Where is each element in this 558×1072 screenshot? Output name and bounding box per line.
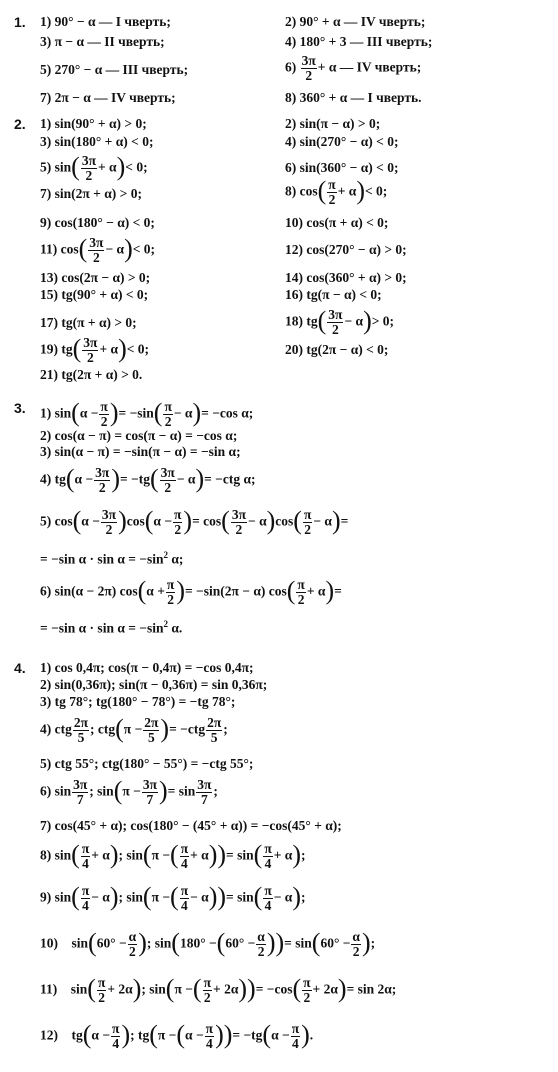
s2-item-7: 7) sin(2π + α) > 0; [40, 186, 142, 201]
s2-item-13: 13) cos(2π − α) > 0; [40, 270, 151, 285]
s2-item-6: 6) sin(360° − α) < 0; [285, 160, 399, 175]
s3-line-5: 5) cos(α − $\frac{3\pi}{2}$ )cos(α − $\frac{\pi}{2}$ )= cos( $\frac{3\pi}{2}$ − α)cos( $\frac{\pi}{2}$ − α)= [40, 505, 349, 537]
s2-item-17: 17) tg(π + α) > 0; [40, 315, 137, 330]
s2-item-8: 8) cos( $\frac{\pi}{2}$ + α)< 0; [285, 175, 388, 207]
s4-line-2: 2) sin(0,36π); sin(π − 0,36π) = sin 0,36π; [40, 677, 268, 692]
s4-line-4: 4) ctg $\frac{2\pi}{5}$ ; ctg(π − $\frac{2\pi}{5}$ )= −ctg $\frac{2\pi}{5}$ ; [40, 713, 228, 745]
s4-line-1: 1) cos 0,4π; cos(π − 0,4π) = −cos 0,4π; [40, 660, 254, 675]
s3-line-4: 4) tg(α − $\frac{3\pi}{2}$ )= −tg( $\frac{3\pi}{2}$ − α)= −ctg α; [40, 463, 256, 495]
s4-line-8: 8) sin( $\frac{\pi}{4}$ + α); sin(π −( $\frac{\pi}{4}$ + α))= sin( $\frac{\pi}{4}$ + α); [40, 839, 306, 871]
s2-item-18: 18) tg( $\frac{3\pi}{2}$ − α)> 0; [285, 305, 395, 337]
s2-item-20: 20) tg(2π − α) < 0; [285, 342, 389, 357]
s2-item-1: 1) sin(90° + α) > 0; [40, 116, 147, 131]
s3-line-3: 3) sin(α − π) = −sin(π − α) = −sin α; [40, 444, 241, 459]
section-1-number: 1. [14, 14, 26, 30]
s2-item-12: 12) cos(270° − α) > 0; [285, 242, 407, 257]
s2-item-11: 11) cos( $\frac{3\pi}{2}$ − α)< 0; [40, 233, 156, 265]
s4-line-6: 6) sin $\frac{3\pi}{7}$ ; sin(π − $\frac{3\pi}{7}$ )= sin $\frac{3\pi}{7}$ ; [40, 775, 218, 807]
section-4-number: 4. [14, 660, 26, 676]
s4-line-10: 10) sin(60° − $\frac{\alpha}{2}$ ); sin(180° −(60° − $\frac{\alpha}{2}$ ))= sin(60° − $\frac{\alpha}{2}$ ); [40, 927, 376, 959]
s2-item-15: 15) tg(90° + α) < 0; [40, 287, 149, 302]
s2-item-9: 9) cos(180° − α) < 0; [40, 215, 155, 230]
s2-item-21: 21) tg(2π + α) > 0. [40, 367, 143, 382]
s4-line-5: 5) ctg 55°; ctg(180° − 55°) = −ctg 55°; [40, 756, 254, 771]
s1-item-3: 3) π − α — II чверть; [40, 34, 165, 49]
s4-line-12: 12) tg(α − $\frac{\pi}{4}$ ); tg(π −(α − $\frac{\pi}{4}$ ))= −tg(α − $\frac{\pi}{4}$ ). [40, 1019, 314, 1051]
s2-item-14: 14) cos(360° + α) > 0; [285, 270, 407, 285]
s3-line-6: = −sin $\alpha \cdot \sin \alpha = -\sin^2$ α; [40, 550, 184, 567]
s1-item-6: 6) $\frac{3\pi}{2}$ + α — IV чверть; [285, 53, 422, 83]
s3-line-7: 6) sin(α − 2π) cos(α + $\frac{\pi}{2}$ )= −sin(2π − α) cos( $\frac{\pi}{2}$ + α)= [40, 575, 342, 607]
s4-line-3: 3) tg 78°; tg(180° − 78°) = −tg 78°; [40, 694, 236, 709]
s2-item-19: 19) tg( $\frac{3\pi}{2}$ + α)< 0; [40, 333, 150, 365]
s1-item-5: 5) 270° − α — III чверть; [40, 62, 189, 77]
s2-item-4: 4) sin(270° − α) < 0; [285, 134, 399, 149]
s2-item-3: 3) sin(180° + α) < 0; [40, 134, 154, 149]
s4-line-9: 9) sin( $\frac{\pi}{4}$ − α); sin(π −( $\frac{\pi}{4}$ − α))= sin( $\frac{\pi}{4}$ − α); [40, 881, 306, 913]
s2-item-10: 10) cos(π + α) < 0; [285, 215, 389, 230]
s1-item-1: 1) 90° − α — I чверть; [40, 14, 171, 29]
s2-item-2: 2) sin(π − α) > 0; [285, 116, 381, 131]
s2-item-16: 16) tg(π − α) < 0; [285, 287, 382, 302]
s4-line-11: 11) sin( $\frac{\pi}{2}$ + 2α); sin(π −( $\frac{\pi}{2}$ + 2α))= −cos( $\frac{\pi}{2}$ + 2α)= sin 2α; [40, 973, 397, 1005]
s1-item-4: 4) 180° + 3 — III чверть; [285, 34, 433, 49]
s1-item-2: 2) 90° + α — IV чверть; [285, 14, 426, 29]
s2-item-5: 5) sin( $\frac{3\pi}{2}$ + α)< 0; [40, 151, 148, 183]
s1-item-7: 7) 2π − α — IV чверть; [40, 90, 176, 105]
section-3-number: 3. [14, 400, 26, 416]
s3-line-8: = −sin $\alpha \cdot \sin \alpha = -\sin^2$ α. [40, 619, 183, 636]
s3-line-1: 1) sin(α − $\frac{\pi}{2}$ )= −sin( $\frac{\pi}{2}$ − α)= −cos α; [40, 397, 254, 429]
s1-item-8: 8) 360° + α — I чверть. [285, 90, 422, 105]
s4-line-7: 7) cos(45° + α); cos(180° − (45° + α)) = −cos(45° + α); [40, 818, 342, 833]
section-2-number: 2. [14, 116, 26, 132]
s3-line-2: 2) cos(α − π) = cos(π − α) = −cos α; [40, 428, 238, 443]
